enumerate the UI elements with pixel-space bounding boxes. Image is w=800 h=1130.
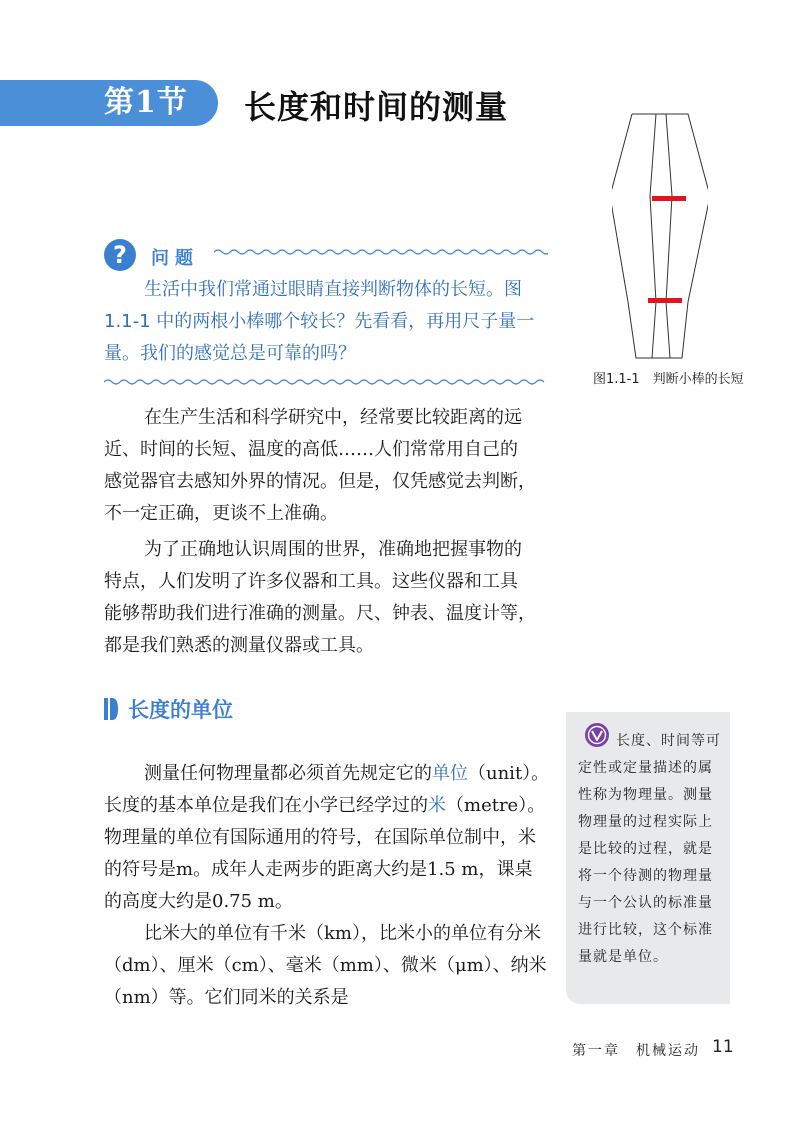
side-note-text (578, 728, 724, 971)
section-number-tab: 第1节 (0, 80, 218, 126)
paragraph-line: 感觉器官去感知外界的情况。但是，仅凭感觉去判断， (104, 471, 536, 492)
paragraph-line: 在生产生活和科学研究中，经常要比较距离的远 (144, 407, 522, 428)
paragraph-line: 物理量的单位有国际通用的符号，在国际单位制中，米 (104, 827, 536, 848)
body-paragraph-2 (104, 918, 554, 1014)
figure-upper-stick (652, 196, 686, 201)
figure-caption: 图1.1-1 判断小棒的长短 (593, 372, 744, 387)
wavy-divider-bottom (104, 378, 548, 386)
paragraph-line: 为了正确地认识周围的世界，准确地把握事物的 (144, 539, 522, 560)
paragraph-line (104, 790, 554, 822)
figure-sticks-illusion (612, 112, 708, 360)
section-title: 长度和时间的测量 (244, 88, 509, 126)
term-metre: 米 (428, 795, 446, 816)
intro-paragraph-2 (104, 534, 554, 662)
question-body (104, 274, 550, 370)
paragraph-line: 的高度大约是0.75 m。 (104, 891, 293, 912)
text-run: （metre）。 (446, 795, 546, 816)
paragraph-line: 都是我们熟悉的测量仪器或工具。 (104, 635, 374, 656)
question-line: 量。我们的感觉总是可靠的吗？ (104, 343, 356, 364)
figure-lines-icon (612, 114, 708, 358)
paragraph-line: 能够帮助我们进行准确的测量。尺、钟表、温度计等， (104, 603, 536, 624)
body-paragraph-1 (104, 758, 554, 918)
paragraph-line: 比米大的单位有千米（km），比米小的单位有分米 (144, 923, 541, 944)
text-run: （unit）。 (468, 763, 550, 784)
paragraph-line: 特点，人们发明了许多仪器和工具。这些仪器和工具 (104, 571, 518, 592)
question-line: 1.1-1 中的两根小棒哪个较长？先看看，再用尺子量一 (104, 311, 535, 332)
paragraph-line: 不一定正确，更谈不上准确。 (104, 503, 338, 524)
side-note-content: 长度、时间等可定性或定量描述的属性称为物理量。测量物理量的过程实际上是比较的过程，就是将一个待测的物理量与一个公认的标准量进行比较，这个标准量就是单位。 (578, 733, 721, 965)
text-run: 测量任何物理量都必须首先规定它的 (144, 763, 432, 784)
figure-lower-stick (648, 298, 682, 303)
term-unit: 单位 (432, 763, 468, 784)
page-number: 11 (712, 1037, 734, 1057)
question-title: 问题 (151, 248, 199, 269)
subsection-title: 长度的单位 (128, 698, 233, 722)
wavy-divider-top (214, 248, 548, 256)
intro-paragraph-1 (104, 402, 554, 530)
paragraph-line: 的符号是m。成年人走两步的距离大约是1.5 m，课桌 (104, 859, 533, 880)
question-mark-icon: ? (104, 239, 136, 271)
paragraph-line: （nm）等。它们同米的关系是 (104, 987, 349, 1008)
text-run: 长度的基本单位是我们在小学已经学过的 (104, 795, 428, 816)
footer-chapter: 第一章 机械运动 (572, 1043, 700, 1059)
subsection-marker-icon (104, 698, 118, 720)
paragraph-line: 近、时间的长短、温度的高低……人们常常用自己的 (104, 439, 518, 460)
question-line: 生活中我们常通过眼睛直接判断物体的长短。图 (144, 279, 522, 300)
paragraph-line: （dm）、厘米（cm）、毫米（mm）、微米（μm）、纳米 (104, 955, 547, 976)
paragraph-line (104, 758, 554, 790)
